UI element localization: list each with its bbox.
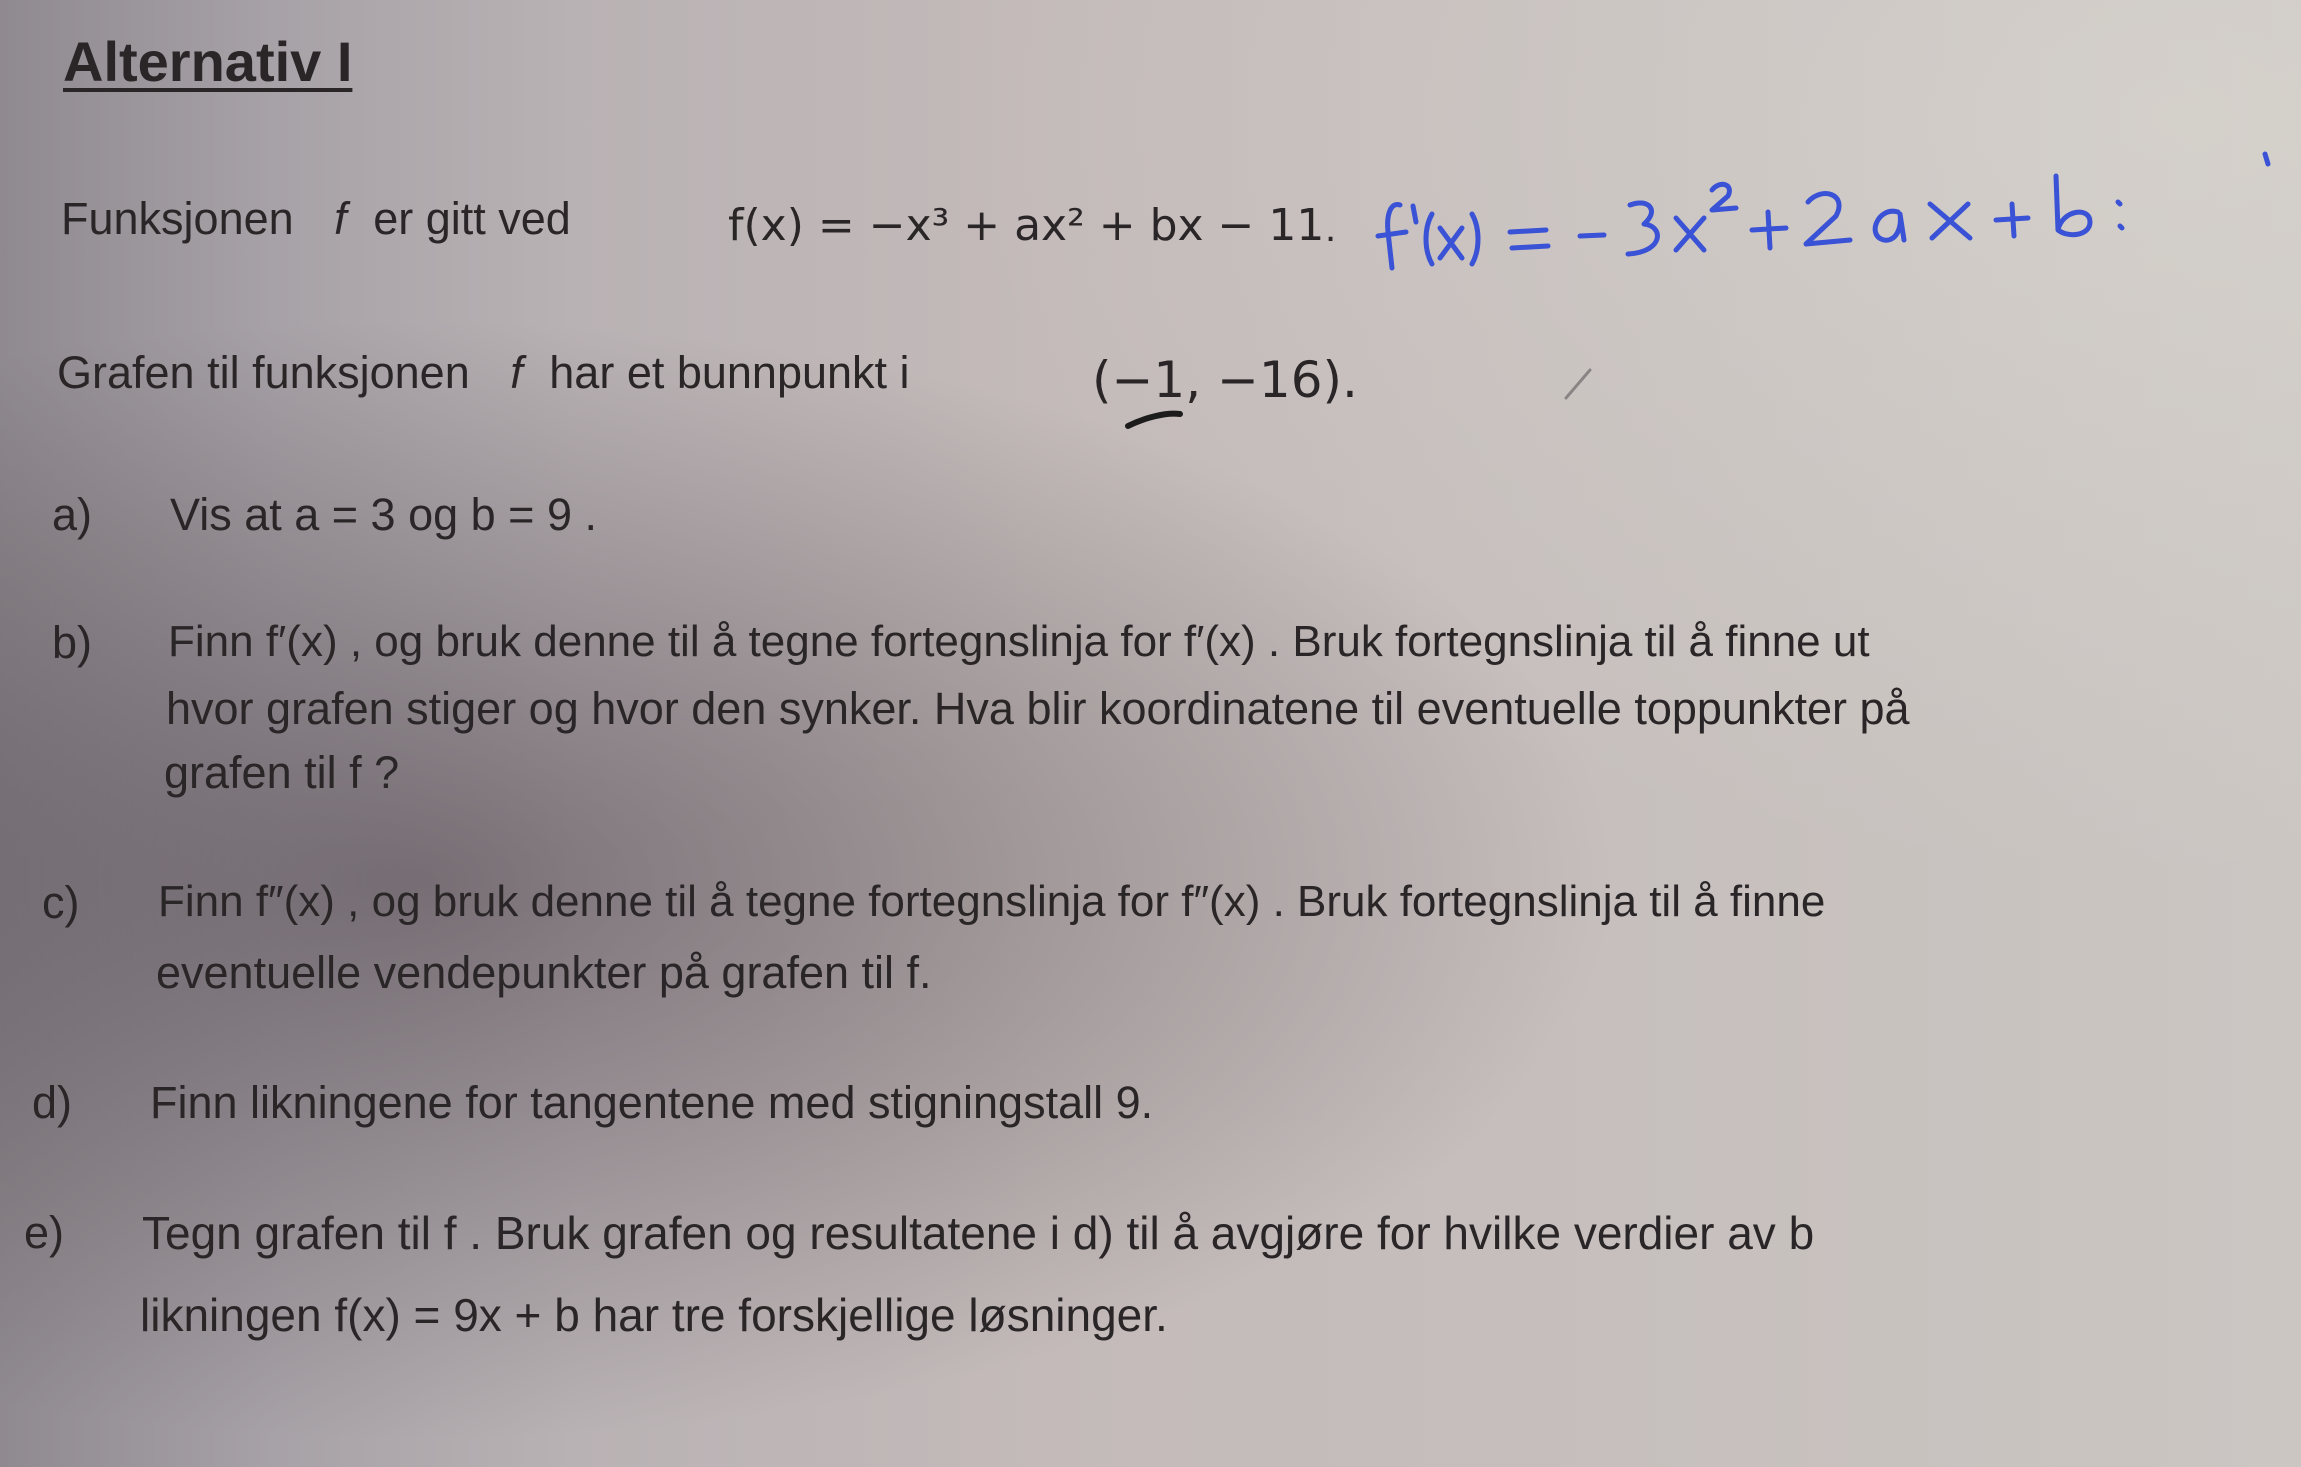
task-b-line-3: grafen til f ?: [164, 747, 400, 798]
graf-text: [57, 346, 910, 400]
task-d-text: Finn likningene for tangentene med stigningstall 9.: [150, 1077, 1154, 1128]
graf-suffix: har et bunnpunkt i: [549, 347, 910, 398]
graf-prefix: Grafen til funksjonen: [57, 347, 470, 398]
task-c-line-1: Finn f″(x) , og bruk denne til å tegne fortegnslinja for f″(x) . Bruk fortegnslinja til å finne: [158, 877, 1826, 926]
task-a-label: a): [52, 489, 93, 540]
graf-var: f: [510, 347, 523, 398]
task-b-label: b): [52, 617, 93, 668]
task-d-label: d): [32, 1077, 73, 1128]
task-c-line-2: eventuelle vendepunkter på grafen til f.: [156, 947, 932, 998]
heading: Alternativ I: [63, 30, 353, 93]
intro-suffix: er gitt ved: [373, 193, 571, 244]
task-c-label: c): [42, 877, 80, 928]
task-b-line-1: Finn f′(x) , og bruk denne til å tegne fortegnslinja for f′(x) . Bruk fortegnslinja til å finne ut: [168, 617, 1870, 666]
task-e-line-1: Tegn grafen til f . Bruk grafen og resultatene i d) til å avgjøre for hvilke verdier av b: [142, 1207, 1815, 1259]
task-e-line-2: likningen f(x) = 9x + b har tre forskjellige løsninger.: [140, 1289, 1168, 1341]
formula-period: .: [1325, 206, 1337, 250]
task-a-text: Vis at a = 3 og b = 9 .: [170, 489, 597, 540]
task-b-line-2: hvor grafen stiger og hvor den synker. Hva blir koordinatene til eventuelle toppunkter på: [166, 683, 1910, 734]
task-e-label: e): [24, 1207, 65, 1258]
intro-var: f: [334, 193, 347, 244]
intro-prefix: Funksjonen: [61, 193, 294, 244]
bottom-point: (−1, −16).: [1092, 351, 1358, 409]
function-formula: f(x) = −x³ + ax² + bx − 11: [728, 200, 1325, 251]
